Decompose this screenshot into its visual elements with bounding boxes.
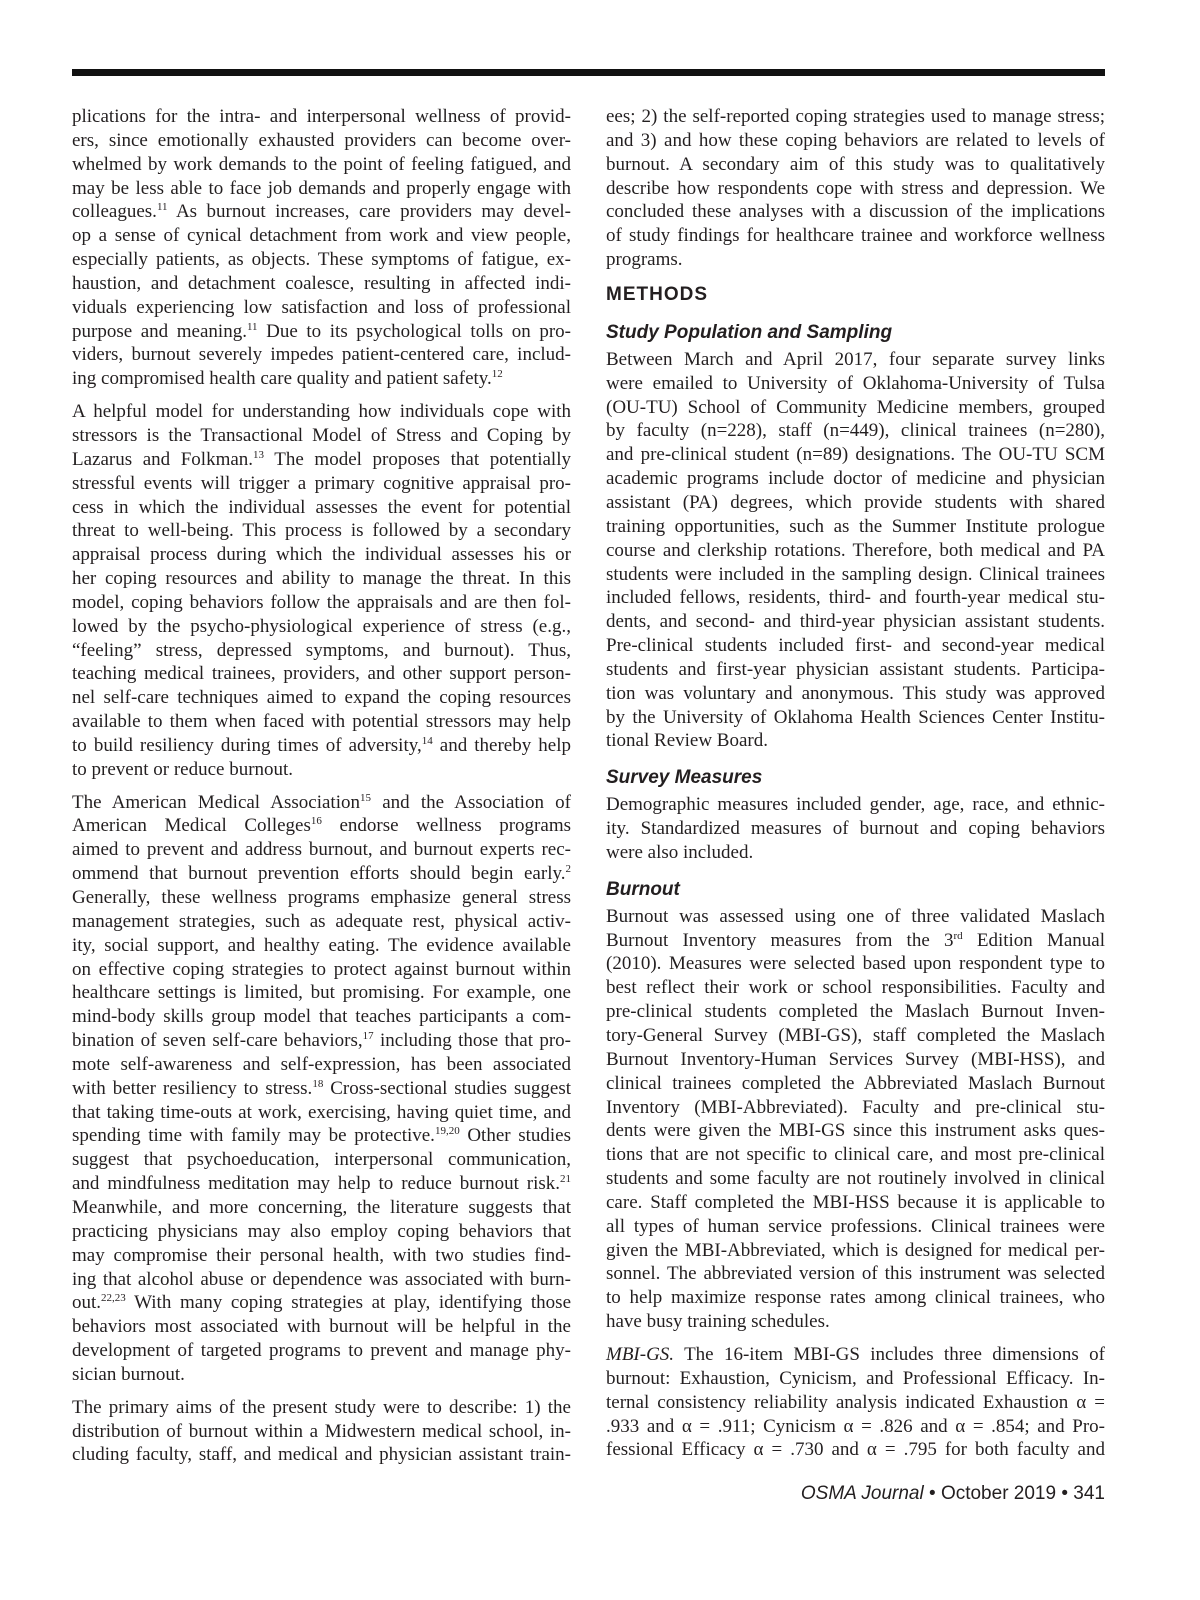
text-line bbox=[72, 448, 571, 472]
subsection-heading: Burnout bbox=[606, 878, 680, 900]
text-line: were also included. bbox=[606, 841, 754, 863]
text-line: included fellows, residents, third- and fourth-year medical stu- bbox=[606, 587, 1105, 609]
text-run: with better resiliency to stress. bbox=[72, 1077, 313, 1099]
text-line: students were included in the sampling design. Clinical trainees bbox=[606, 563, 1105, 585]
issue-date: October 2019 bbox=[940, 1483, 1057, 1504]
paragraph bbox=[72, 400, 571, 782]
text-line: mote self-awareness and self-expression, has been associated bbox=[72, 1053, 571, 1075]
text-line: mind-body skills group model that teaches participants a com- bbox=[72, 1006, 571, 1028]
text-line: .933 and α = .911; Cynicism α = .826 and α = .854; and Pro- bbox=[606, 1415, 1105, 1437]
text-line bbox=[72, 862, 571, 886]
text-line: pre-clinical students completed the Maslach Burnout Inven- bbox=[606, 1001, 1105, 1023]
text-run: out. bbox=[72, 1292, 102, 1314]
text-line bbox=[72, 320, 571, 344]
paragraph bbox=[72, 1396, 571, 1468]
text-line: Demographic measures included gender, age, race, and ethnic- bbox=[606, 794, 1105, 816]
superscript: 19,20 bbox=[434, 1125, 460, 1138]
paragraph bbox=[72, 791, 571, 1387]
superscript: 15 bbox=[359, 791, 371, 804]
superscript: 2 bbox=[565, 863, 571, 876]
text-line: burnout. A secondary aim of this study was to qualitatively bbox=[606, 153, 1105, 175]
text-line: viduals experiencing low satisfaction and loss of professional bbox=[72, 296, 571, 318]
text-run: Due to its psychological tolls on pro- bbox=[257, 320, 571, 342]
superscript: 16 bbox=[310, 815, 322, 828]
text-line: management strategies, such as adequate rest, physical activ- bbox=[72, 910, 571, 932]
text-run: and mindfulness meditation may help to reduce burnout risk. bbox=[72, 1173, 560, 1195]
text-line: dents were given the MBI-GS since this instrument asks ques- bbox=[606, 1120, 1105, 1142]
footer-separator: • bbox=[929, 1483, 936, 1504]
text-run: As burnout increases, care providers may devel- bbox=[167, 201, 571, 223]
text-line: students and some faculty are not routinely involved in clinical bbox=[606, 1168, 1105, 1190]
text-line bbox=[72, 367, 571, 391]
text-line: clinical trainees completed the Abbreviated Maslach Burnout bbox=[606, 1072, 1105, 1094]
text-line: teaching medical trainees, providers, and other support person- bbox=[72, 663, 571, 685]
text-run: ommend that burnout prevention efforts should begin early. bbox=[72, 863, 566, 885]
text-line: all types of human service professions. Clinical trainees were bbox=[606, 1215, 1105, 1237]
text-line: to prevent or reduce burnout. bbox=[72, 758, 294, 780]
italic-term: MBI-GS. bbox=[606, 1343, 675, 1365]
text-line: training opportunities, such as the Summer Institute prologue bbox=[606, 515, 1105, 537]
text-line: distribution of burnout within a Midwestern medical school, in- bbox=[72, 1420, 571, 1442]
paragraph bbox=[606, 105, 1105, 272]
section-heading: METHODS bbox=[606, 283, 708, 305]
text-line bbox=[72, 1077, 571, 1101]
superscript: 11 bbox=[156, 201, 168, 214]
text-line: ees; 2) the self-reported coping strategies used to manage stress; bbox=[606, 106, 1105, 127]
journal-name: OSMA Journal bbox=[800, 1483, 924, 1504]
text-line: The primary aims of the present study were to describe: 1) the bbox=[72, 1396, 571, 1418]
text-run: The model proposes that potentially bbox=[264, 448, 571, 470]
text-line: dents, and second- and third-year physician assistant students. bbox=[606, 611, 1105, 633]
text-line: lowed by the psycho-physiological experience of stress (e.g., bbox=[72, 615, 571, 637]
text-line bbox=[606, 1343, 1105, 1367]
text-line bbox=[72, 791, 571, 815]
text-line: available to them when faced with potential stressors may help bbox=[72, 711, 571, 733]
superscript: 13 bbox=[253, 448, 265, 461]
text-line bbox=[72, 814, 571, 838]
text-run: bination of seven self-care behaviors, bbox=[72, 1030, 363, 1052]
text-line: academic programs include doctor of medicine and physician bbox=[606, 468, 1105, 490]
text-line: and 3) and how these coping behaviors are related to levels of bbox=[606, 129, 1105, 151]
superscript: 18 bbox=[312, 1077, 324, 1090]
text-run: Burnout Inventory measures from the 3 bbox=[606, 929, 954, 951]
text-line bbox=[72, 1124, 571, 1148]
text-run: endorse wellness programs bbox=[321, 815, 571, 837]
text-line bbox=[72, 200, 571, 224]
subsection-heading: Study Population and Sampling bbox=[606, 321, 893, 343]
text-run: including those that pro- bbox=[373, 1030, 571, 1052]
text-run: Lazarus and Folkman. bbox=[72, 448, 254, 470]
paragraph bbox=[72, 105, 571, 391]
text-line: Generally, these wellness programs emphasize general stress bbox=[72, 887, 571, 908]
text-line: programs. bbox=[606, 249, 683, 271]
text-line bbox=[606, 929, 1105, 953]
paragraph bbox=[606, 905, 1105, 1334]
text-line: Meanwhile, and more concerning, the literature suggests that bbox=[72, 1196, 571, 1218]
text-run: The American Medical Association bbox=[72, 791, 360, 813]
text-line: “feeling” stress, depressed symptoms, and burnout). Thus, bbox=[72, 639, 571, 661]
text-line bbox=[72, 734, 571, 758]
text-line: practicing physicians may also employ coping behaviors that bbox=[72, 1220, 571, 1242]
text-line: threat to well-being. This process is followed by a secondary bbox=[72, 520, 571, 542]
subsection-heading: Survey Measures bbox=[606, 767, 763, 789]
text-line: to help maximize response rates among clinical trainees, who bbox=[606, 1287, 1105, 1309]
text-run: Cross-sectional studies suggest bbox=[323, 1077, 571, 1099]
text-line: Burnout was assessed using one of three validated Maslach bbox=[606, 905, 1105, 927]
text-line: have busy training schedules. bbox=[606, 1311, 830, 1333]
text-line: were emailed to University of Oklahoma-University of Tulsa bbox=[606, 372, 1105, 394]
text-line bbox=[72, 1172, 571, 1196]
superscript: 12 bbox=[491, 368, 503, 381]
text-line: tions that are not specific to clinical care, and most pre-clinical bbox=[606, 1144, 1105, 1166]
text-line: concluded these analyses with a discussion of the implications bbox=[606, 201, 1105, 223]
text-line: nel self-care techniques aimed to expand the coping resources bbox=[72, 687, 571, 709]
text-line: Inventory (MBI-Abbreviated). Faculty and pre-clinical stu- bbox=[606, 1096, 1105, 1118]
superscript: 22,23 bbox=[101, 1292, 126, 1305]
text-run: spending time with family may be protective. bbox=[72, 1125, 435, 1147]
text-line: tional Review Board. bbox=[606, 730, 768, 752]
text-line: fessional Efficacy α = .730 and α = .795 for both faculty and bbox=[606, 1439, 1105, 1461]
text-line: ity. Standardized measures of burnout and coping behaviors bbox=[606, 818, 1105, 840]
superscript: 11 bbox=[246, 320, 258, 333]
text-line: best reflect their work or school responsibilities. Faculty and bbox=[606, 977, 1105, 999]
text-line: viders, burnout severely impedes patient-centered care, includ- bbox=[72, 344, 571, 366]
text-line: stressful events will trigger a primary cognitive appraisal pro- bbox=[72, 472, 571, 494]
text-run: colleagues. bbox=[72, 201, 157, 223]
left-column bbox=[72, 105, 571, 1467]
text-line: plications for the intra- and interpersonal wellness of provid- bbox=[72, 106, 571, 127]
text-line: ing that alcohol abuse or dependence was associated with burn- bbox=[72, 1268, 571, 1290]
text-line: ternal consistency reliability analysis indicated Exhaustion α = bbox=[606, 1391, 1105, 1413]
paragraph bbox=[606, 793, 1105, 865]
text-line: tion was voluntary and anonymous. This study was approved bbox=[606, 682, 1105, 704]
text-line: aimed to prevent and address burnout, and burnout experts rec- bbox=[72, 839, 571, 861]
text-line: assistant (PA) degrees, which provide students with shared bbox=[606, 491, 1105, 513]
text-line: ers, since emotionally exhausted providers can become over- bbox=[72, 129, 571, 151]
text-line: A helpful model for understanding how individuals cope with bbox=[72, 401, 571, 423]
page-number: 341 bbox=[1073, 1483, 1105, 1504]
text-line: ity, social support, and healthy eating. The evidence available bbox=[72, 934, 571, 956]
text-run: and the Association of bbox=[370, 791, 572, 813]
text-line: especially patients, as objects. These symptoms of fatigue, ex- bbox=[72, 249, 571, 271]
text-run: and thereby help bbox=[432, 734, 571, 756]
page-footer bbox=[801, 1481, 1105, 1507]
text-line: sonnel. The abbreviated version of this instrument was selected bbox=[606, 1263, 1105, 1285]
text-run: Other studies bbox=[459, 1125, 571, 1147]
superscript: rd bbox=[953, 929, 963, 942]
text-line: cess in which the individual assesses the event for potential bbox=[72, 496, 571, 518]
text-line: cluding faculty, staff, and medical and physician assistant train- bbox=[72, 1444, 571, 1466]
right-column bbox=[606, 105, 1105, 1462]
text-run: American Medical Colleges bbox=[72, 815, 311, 837]
text-line: on effective coping strategies to protect against burnout within bbox=[72, 958, 571, 980]
text-line: haustion, and detachment coalesce, resulting in affected indi- bbox=[72, 272, 571, 294]
text-line: op a sense of cynical detachment from work and view people, bbox=[72, 225, 571, 247]
text-line: and pre-clinical student (n=89) designations. The OU-TU SCM bbox=[606, 444, 1105, 466]
text-line: describe how respondents cope with stress and depression. We bbox=[606, 177, 1105, 199]
text-line: of study findings for healthcare trainee and workforce wellness bbox=[606, 225, 1105, 247]
text-line: stressors is the Transactional Model of Stress and Coping by bbox=[72, 424, 571, 446]
superscript: 14 bbox=[421, 734, 433, 747]
top-rule bbox=[72, 69, 1105, 76]
text-run: With many coping strategies at play, identifying those bbox=[125, 1292, 571, 1314]
text-run: The 16-item MBI-GS includes three dimensions of bbox=[674, 1343, 1105, 1365]
text-line: model, coping behaviors follow the appraisals and are then fol- bbox=[72, 591, 571, 613]
text-line: by faculty (n=228), staff (n=449), clinical trainees (n=280), bbox=[606, 420, 1105, 442]
text-line: whelmed by work demands to the point of feeling fatigued, and bbox=[72, 153, 571, 175]
text-line: burnout: Exhaustion, Cynicism, and Professional Efficacy. In- bbox=[606, 1367, 1105, 1389]
text-run: purpose and meaning. bbox=[72, 320, 247, 342]
text-line: Between March and April 2017, four separate survey links bbox=[606, 348, 1105, 370]
footer-separator: • bbox=[1061, 1483, 1069, 1504]
text-line: by the University of Oklahoma Health Sciences Center Institu- bbox=[606, 706, 1105, 728]
text-run: Edition Manual bbox=[962, 929, 1106, 951]
text-line: her coping resources and ability to manage the threat. In this bbox=[72, 568, 571, 590]
text-line: that taking time-outs at work, exercising, having quiet time, and bbox=[72, 1101, 571, 1123]
text-line: course and clerkship rotations. Therefore, both medical and PA bbox=[606, 539, 1105, 561]
text-line: tory-General Survey (MBI-GS), staff completed the Maslach bbox=[606, 1025, 1105, 1046]
text-line: appraisal process during which the individual assesses his or bbox=[72, 544, 571, 566]
text-line: may be less able to face job demands and properly engage with bbox=[72, 177, 571, 199]
text-run: ing compromised health care quality and patient safety. bbox=[72, 368, 492, 390]
text-line: Burnout Inventory-Human Services Survey (MBI-HSS), and bbox=[606, 1048, 1105, 1070]
text-line: Pre-clinical students included first- and second-year medical bbox=[606, 635, 1105, 657]
text-line: behaviors most associated with burnout will be helpful in the bbox=[72, 1316, 571, 1338]
text-line bbox=[72, 1291, 571, 1315]
paragraph bbox=[606, 1343, 1105, 1462]
superscript: 17 bbox=[362, 1030, 374, 1043]
text-line: sician burnout. bbox=[72, 1363, 185, 1385]
paragraph bbox=[606, 348, 1105, 753]
text-line: may compromise their personal health, with two studies find- bbox=[72, 1244, 571, 1266]
text-line bbox=[72, 1029, 571, 1053]
text-line: (OU-TU) School of Community Medicine members, grouped bbox=[606, 396, 1105, 418]
text-line: students and first-year physician assistant students. Participa- bbox=[606, 658, 1105, 680]
superscript: 21 bbox=[560, 1173, 571, 1186]
text-line: given the MBI-Abbreviated, which is designed for medical per- bbox=[606, 1239, 1105, 1261]
text-line: care. Staff completed the MBI-HSS because it is applicable to bbox=[606, 1191, 1105, 1213]
text-run: to build resiliency during times of adversity, bbox=[72, 734, 422, 756]
text-line: (2010). Measures were selected based upon respondent type to bbox=[606, 953, 1105, 975]
text-line: development of targeted programs to prevent and manage phy- bbox=[72, 1340, 571, 1362]
text-line: healthcare settings is limited, but promising. For example, one bbox=[72, 982, 571, 1004]
text-line: suggest that psychoeducation, interpersonal communication, bbox=[72, 1149, 571, 1171]
